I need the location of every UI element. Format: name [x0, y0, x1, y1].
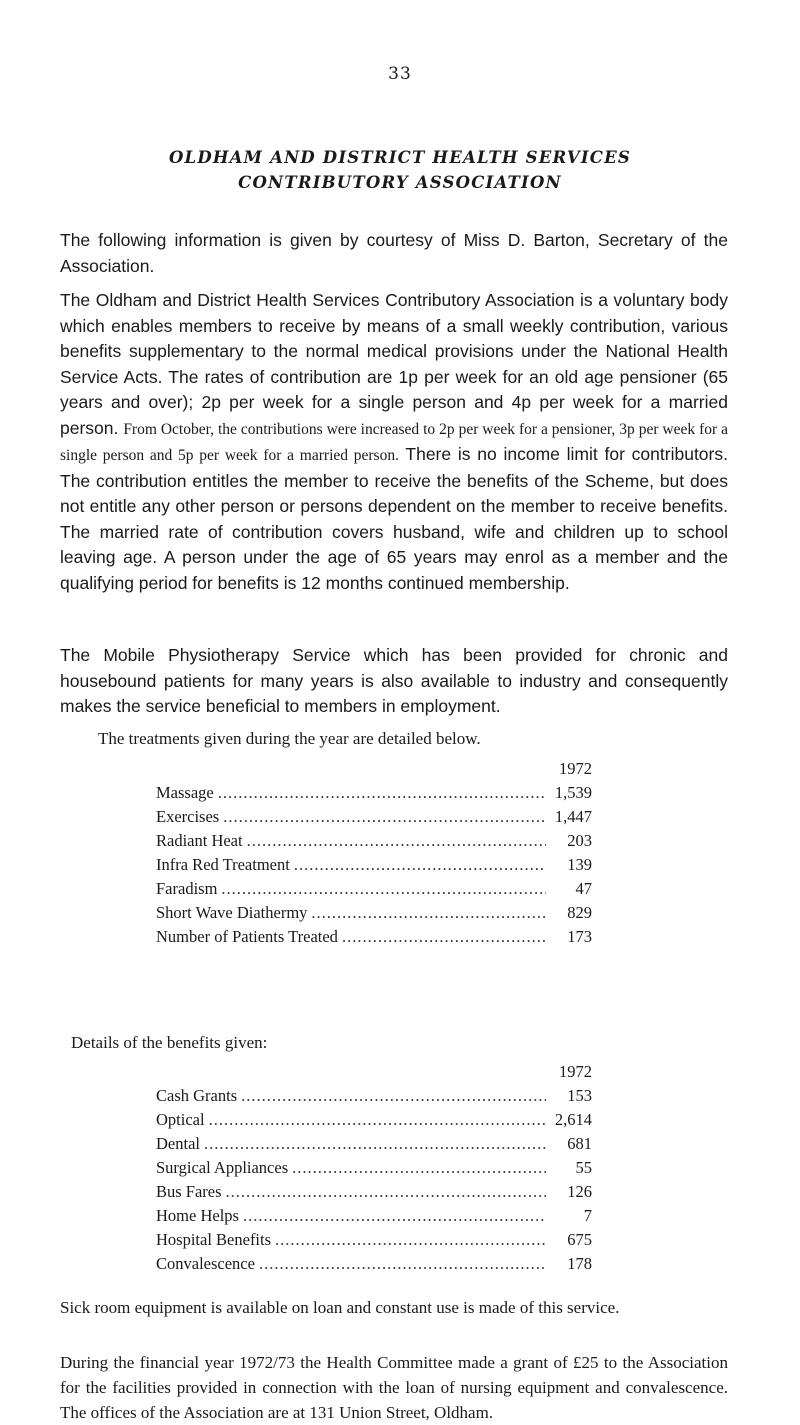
- row-label: Convalescence: [156, 1254, 255, 1273]
- treatments-intro: The treatments given during the year are detailed below.: [98, 729, 481, 748]
- row-value: 829: [567, 903, 592, 922]
- association-text-a: The Oldham and District Health Services Contributory Association is a voluntary body which enables members to receive by means of a small weekly contribution, various benefits supplementary to the normal medical provisions under the National Health Service Acts. The rates of contribution are 1p per week for an old age pensioner (65 years and over); 2p per week for a single person and 4p per week for a married person.: [60, 290, 728, 438]
- row-label: Optical: [156, 1110, 205, 1129]
- row-value: 681: [567, 1134, 592, 1153]
- table-row: [156, 805, 592, 829]
- row-label: Short Wave Diathermy: [156, 903, 308, 922]
- row-label: Bus Fares: [156, 1182, 222, 1201]
- report-heading: OLDHAM AND DISTRICT HEALTH SERVICES: [168, 148, 632, 167]
- row-label: Cash Grants: [156, 1086, 238, 1105]
- row-value: 2,614: [554, 1110, 592, 1129]
- row-value: 1,447: [554, 807, 592, 826]
- benefits-year-header: 1972: [559, 1062, 592, 1081]
- row-label: Number of Patients Treated: [156, 927, 338, 946]
- table-row: [156, 1252, 592, 1276]
- leader-dots: [259, 1252, 546, 1276]
- row-value: 55: [575, 1158, 592, 1177]
- treatments-year-header: 1972: [559, 759, 592, 778]
- leader-dots: [294, 853, 546, 877]
- leader-dots: [223, 805, 546, 829]
- row-value: 7: [583, 1206, 592, 1225]
- leader-dots: [275, 1228, 546, 1252]
- table-row: [156, 1084, 592, 1108]
- row-label: Home Helps: [156, 1206, 239, 1225]
- row-label: Surgical Appliances: [156, 1158, 289, 1177]
- physiotherapy-paragraph: The Mobile Physiotherapy Service which has been provided for chronic and housebound patients for many years is also available to industry and consequently makes the service beneficial to members in employment.: [60, 645, 728, 716]
- row-value: 203: [567, 831, 592, 850]
- report-subheading: CONTRIBUTORY ASSOCIATION: [238, 173, 562, 192]
- row-label: Infra Red Treatment: [156, 855, 290, 874]
- leader-dots: [226, 1180, 546, 1204]
- row-label: Exercises: [156, 807, 220, 826]
- table-row: [156, 829, 592, 853]
- table-row: [156, 781, 592, 805]
- table-row: [156, 901, 592, 925]
- row-label: Massage: [156, 783, 214, 802]
- table-row: [156, 1156, 592, 1180]
- leader-dots: [292, 1156, 546, 1180]
- leader-dots: [342, 925, 546, 949]
- row-value: 153: [567, 1086, 592, 1105]
- row-value: 1,539: [554, 783, 592, 802]
- row-value: 139: [567, 855, 592, 874]
- table-row: [156, 925, 592, 949]
- association-text-b: There is no income limit for contributors. The contribution entitles the member to receive the benefits of the Scheme, but does not entitle any other person or persons dependent on the member to receive benefits. The married rate of contribution covers husband, wife and children up to school leaving age. A person under the age of 65 years may enrol as a member and the qualifying period for benefits is 12 months continued membership.: [60, 444, 728, 593]
- page-number: 33: [388, 64, 412, 84]
- leader-dots: [243, 1204, 546, 1228]
- row-value: 675: [567, 1230, 592, 1249]
- row-value: 178: [567, 1254, 592, 1273]
- row-label: Dental: [156, 1134, 200, 1153]
- leader-dots: [247, 829, 546, 853]
- leader-dots: [241, 1084, 546, 1108]
- leader-dots: [311, 901, 546, 925]
- leader-dots: [204, 1132, 546, 1156]
- table-row: [156, 853, 592, 877]
- table-row: [156, 1180, 592, 1204]
- row-label: Hospital Benefits: [156, 1230, 272, 1249]
- contribution-increase-note: From October, the contributions were increased to 2p per week for a pensioner, 3p per week for a single person and 5p per week for a married person.: [60, 420, 728, 464]
- table-row: [156, 877, 592, 901]
- leader-dots: [221, 877, 546, 901]
- benefits-table: [156, 1060, 592, 1276]
- table-row: [156, 1108, 592, 1132]
- courtesy-paragraph: The following information is given by courtesy of Miss D. Barton, Secretary of the Association.: [60, 230, 728, 276]
- row-value: 173: [567, 927, 592, 946]
- row-label: Radiant Heat: [156, 831, 243, 850]
- row-value: 47: [575, 879, 592, 898]
- leader-dots: [209, 1108, 546, 1132]
- sick-room-paragraph: Sick room equipment is available on loan and constant use is made of this service.: [60, 1298, 620, 1317]
- row-label: Faradism: [156, 879, 218, 898]
- grant-paragraph: During the financial year 1972/73 the Health Committee made a grant of £25 to the Association for the facilities provided in connection with the loan of nursing equipment and convalescence. The offices of the Association are at 131 Union Street, Oldham.: [60, 1353, 728, 1422]
- table-row: [156, 1228, 592, 1252]
- row-value: 126: [567, 1182, 592, 1201]
- association-paragraph: [60, 288, 728, 596]
- leader-dots: [218, 781, 546, 805]
- table-row: [156, 1132, 592, 1156]
- benefits-intro: Details of the benefits given:: [71, 1033, 268, 1052]
- table-row: [156, 1204, 592, 1228]
- treatments-table: [156, 757, 592, 949]
